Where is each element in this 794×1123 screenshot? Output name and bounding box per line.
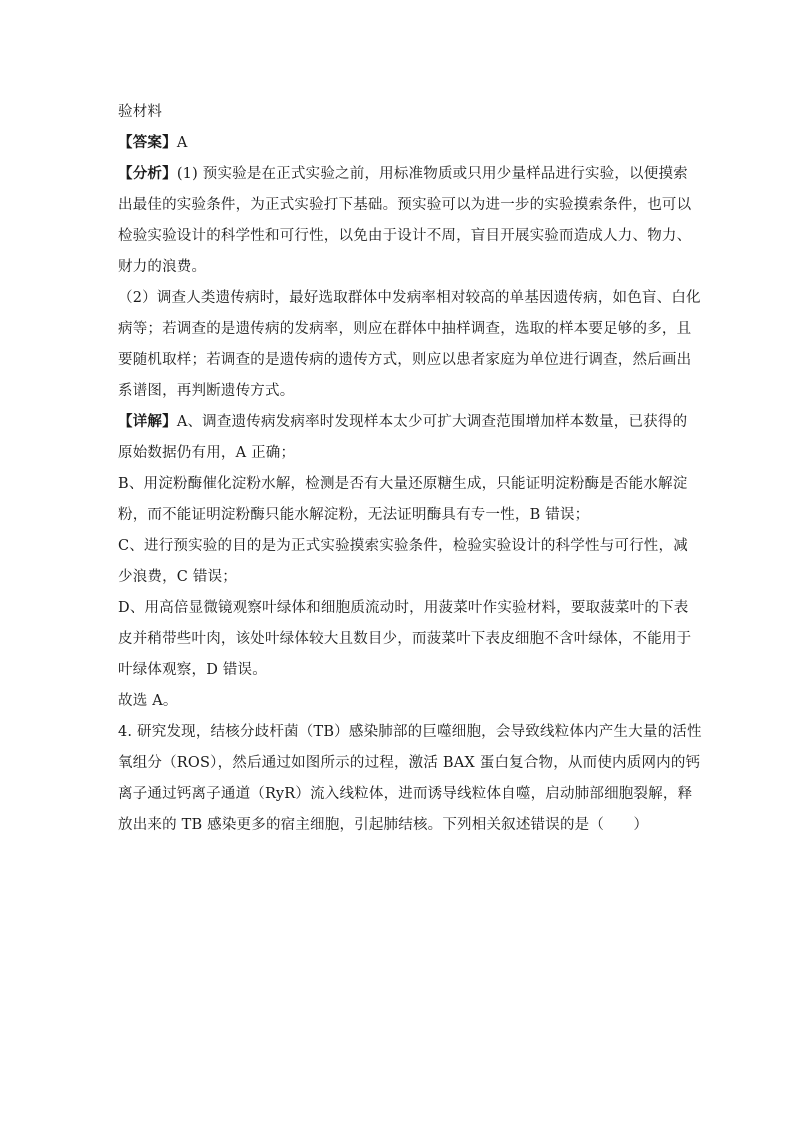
text-line: 原始数据仍有用，A 正确； [118,445,296,461]
text-line: 验材料 [118,104,163,120]
text-line: 离子通过钙离子通道（RyR）流入线粒体，进而诱导线粒体自噬，启动肺部细胞裂解，释 [118,786,693,802]
text-line: 叶绿体观察，D 错误。 [118,662,267,678]
section-tag: 【答案】 [118,134,177,151]
text-line: 财力的浪费。 [118,259,207,275]
text-line: 要随机取样；若调查的是遗传病的遗传方式，则应以患者家庭为单位进行调查，然后画出 [118,352,692,368]
text-line: 皮并稍带些叶肉，该处叶绿体较大且数目少，而菠菜叶下表皮细胞不含叶绿体，不能用于 [118,631,692,647]
text-line: 出最佳的实验条件，为正式实验打下基础。预实验可以为进一步的实验摸索条件，也可以 [118,197,692,213]
question-line: 4. 研究发现，结核分歧杆菌（TB）感染肺部的巨噬细胞，会导致线粒体内产生大量的活性 [118,724,702,740]
text-line: 少浪费，C 错误； [118,569,238,585]
section-tag: 【分析】 [118,165,177,182]
text-line: C、进行预实验的目的是为正式实验摸索实验条件，检验实验设计的科学性与可行性，减 [118,538,688,554]
text-line: 系谱图，再判断遗传方式。 [118,383,295,399]
text-line: 粉，而不能证明淀粉酶只能水解淀粉，无法证明酶具有专一性，B 错误； [118,507,590,523]
text-line: 放出来的 TB 感染更多的宿主细胞，引起肺结核。下列相关叙述错误的是（ ） [118,817,649,833]
text-line: 病等；若调查的是遗传病的发病率，则应在群体中抽样调查，选取的样本要足够的多，且 [118,321,692,337]
section-tag: 【详解】 [118,413,177,430]
answer-line: 【答案】A [118,134,188,151]
analysis-line: 【分析】(1) 预实验是在正式实验之前，用标准物质或只用少量样品进行实验，以便摸索 [118,165,688,182]
text-line: 氧组分（ROS），然后通过如图所示的过程，激活 BAX 蛋白复合物，从而使内质网内的钙 [118,755,701,771]
text-line: 故选 A。 [118,693,178,709]
detail-line: 【详解】A、调查遗传病发病率时发现样本太少可扩大调查范围增加样本数量，已获得的 [118,413,688,430]
text-line: （2）调查人类遗传病时，最好选取群体中发病率相对较高的单基因遗传病，如色盲、白化 [118,290,701,306]
text-line: D、用高倍显微镜观察叶绿体和细胞质流动时，用菠菜叶作实验材料，要取菠菜叶的下表 [118,600,689,616]
text-line: B、用淀粉酶催化淀粉水解，检测是否有大量还原糖生成，只能证明淀粉酶是否能水解淀 [118,476,688,492]
text-line: 检验实验设计的科学性和可行性，以免由于设计不周，盲目开展实验而造成人力、物力、 [118,228,692,244]
